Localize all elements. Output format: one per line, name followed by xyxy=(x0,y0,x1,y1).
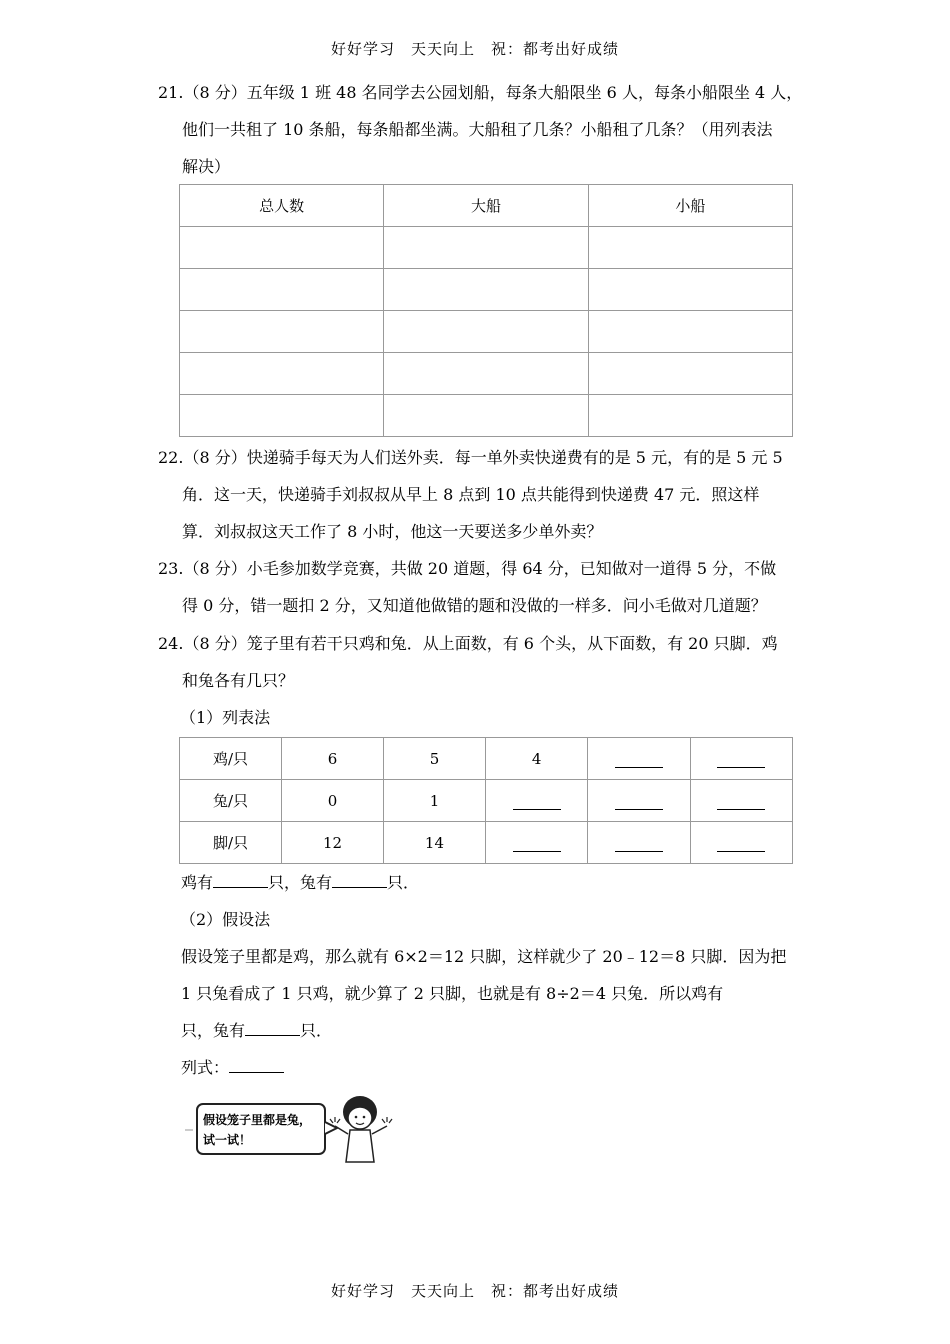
blank-cell[interactable] xyxy=(588,738,690,780)
p2-line3-text-a: 只，兔有 xyxy=(181,1021,246,1040)
p2-line1: 假设笼子里都是鸡，那么就有 6×2＝12 只脚，这样就少了 20﹣12＝8 只脚．因为把 xyxy=(181,947,787,966)
question-21 xyxy=(158,74,803,185)
empty-cell[interactable] xyxy=(588,227,792,269)
table-row xyxy=(180,738,793,780)
empty-cell[interactable] xyxy=(180,353,384,395)
empty-cell[interactable] xyxy=(180,311,384,353)
cell-value: 14 xyxy=(383,822,485,864)
q24-part1-title: （1）列表法 xyxy=(180,708,271,727)
q24-answer1 xyxy=(181,864,419,901)
blank-cell[interactable] xyxy=(690,738,792,780)
blank-line[interactable] xyxy=(615,753,663,768)
blank-cell[interactable] xyxy=(485,780,587,822)
cartoon-drawing xyxy=(185,1090,415,1170)
q22-line1: 22.（8 分）快递骑手每天为人们送外卖．每一单外卖快递费有的是 5 元，有的是 5 元 5 xyxy=(158,448,783,467)
answer1-text-c: 只． xyxy=(387,873,420,892)
blank-line[interactable] xyxy=(615,837,663,852)
blank-cell[interactable] xyxy=(588,780,690,822)
cell-value: 4 xyxy=(485,738,587,780)
q24-part2-title: （2）假设法 xyxy=(180,910,271,929)
answer1-text-a: 鸡有 xyxy=(181,873,214,892)
answer-blank[interactable] xyxy=(213,871,268,888)
empty-cell[interactable] xyxy=(180,395,384,437)
table-row xyxy=(180,311,793,353)
p2-line3-text-b: 只． xyxy=(300,1021,333,1040)
cartoon-illustration xyxy=(185,1090,415,1170)
table-row xyxy=(180,227,793,269)
blank-line[interactable] xyxy=(513,837,561,852)
p2-line2: 1 只兔看成了 1 只鸡，就少算了 2 只脚，也就是有 8÷2＝4 只兔．所以鸡有 xyxy=(181,984,724,1003)
q23-line2: 得 0 分，错一题扣 2 分，又知道他做错的题和没做的一样多．问小毛做对几道题？ xyxy=(182,596,767,615)
q22-line3: 算．刘叔叔这天工作了 8 小时，他这一天要送多少单外卖？ xyxy=(182,522,603,541)
empty-cell[interactable] xyxy=(588,395,792,437)
answer-blank[interactable] xyxy=(245,1019,300,1036)
cell-value: 0 xyxy=(282,780,384,822)
q21-table xyxy=(179,184,793,437)
cell-value: 6 xyxy=(282,738,384,780)
blank-cell[interactable] xyxy=(588,822,690,864)
table-row xyxy=(180,822,793,864)
question-24 xyxy=(158,625,798,699)
empty-cell[interactable] xyxy=(588,311,792,353)
cell-value: 12 xyxy=(282,822,384,864)
empty-cell[interactable] xyxy=(180,227,384,269)
empty-cell[interactable] xyxy=(588,269,792,311)
blank-line[interactable] xyxy=(513,795,561,810)
empty-cell[interactable] xyxy=(384,395,588,437)
bubble-text-1: 假设笼子里都是兔， xyxy=(203,1113,312,1127)
q24-line2: 和兔各有几只？ xyxy=(182,671,295,690)
blank-cell[interactable] xyxy=(690,780,792,822)
bubble-text-2: 试一试！ xyxy=(203,1133,252,1147)
empty-cell[interactable] xyxy=(588,353,792,395)
row-label-rabbit: 兔/只 xyxy=(180,780,282,822)
question-22 xyxy=(158,439,798,550)
question-23 xyxy=(158,550,798,624)
q21-header-total: 总人数 xyxy=(180,185,384,227)
q22-line2: 角．这一天，快递骑手刘叔叔从早上 8 点到 10 点共能得到快递费 47 元．照这样 xyxy=(182,485,760,504)
formula-label: 列式： xyxy=(181,1058,230,1077)
answer1-text-b: 只，兔有 xyxy=(268,873,333,892)
formula-line xyxy=(181,1049,796,1086)
blank-line[interactable] xyxy=(717,753,765,768)
table-row xyxy=(180,395,793,437)
page-footer: 好好学习 天天向上 祝：都考出好成绩 xyxy=(330,1282,619,1300)
q21-header-small: 小船 xyxy=(588,185,792,227)
empty-cell[interactable] xyxy=(180,269,384,311)
row-label-feet: 脚/只 xyxy=(180,822,282,864)
row-label-chicken: 鸡/只 xyxy=(180,738,282,780)
cell-value: 5 xyxy=(383,738,485,780)
blank-line[interactable] xyxy=(717,837,765,852)
q23-line1: 23.（8 分）小毛参加数学竞赛，共做 20 道题，得 64 分，已知做对一道得 5 分，不做 xyxy=(158,559,777,578)
q21-line1: 21.（8 分）五年级 1 班 48 名同学去公园划船，每条大船限坐 6 人，每条小船限坐 4 人， xyxy=(158,83,803,102)
q21-header-big: 大船 xyxy=(384,185,588,227)
q21-line2: 他们一共租了 10 条船，每条船都坐满。大船租了几条？小船租了几条？（用列表法 xyxy=(182,120,773,139)
formula-blank[interactable] xyxy=(229,1056,284,1073)
p2-line3 xyxy=(181,1012,796,1049)
page-header: 好好学习 天天向上 祝：都考出好成绩 xyxy=(330,40,619,58)
q24-part2-body xyxy=(181,938,796,1086)
table-row xyxy=(180,353,793,395)
empty-cell[interactable] xyxy=(384,311,588,353)
empty-cell[interactable] xyxy=(384,353,588,395)
blank-line[interactable] xyxy=(717,795,765,810)
answer-blank[interactable] xyxy=(332,871,387,888)
q21-line3: 解决） xyxy=(182,157,231,176)
empty-cell[interactable] xyxy=(384,227,588,269)
q24-table xyxy=(179,737,793,864)
blank-line[interactable] xyxy=(615,795,663,810)
blank-cell[interactable] xyxy=(485,822,587,864)
table-row xyxy=(180,269,793,311)
q24-line1: 24.（8 分）笼子里有若干只鸡和兔．从上面数，有 6 个头，从下面数，有 20 只脚．鸡 xyxy=(158,634,778,653)
blank-cell[interactable] xyxy=(690,822,792,864)
cell-value: 1 xyxy=(383,780,485,822)
empty-cell[interactable] xyxy=(384,269,588,311)
table-row xyxy=(180,780,793,822)
